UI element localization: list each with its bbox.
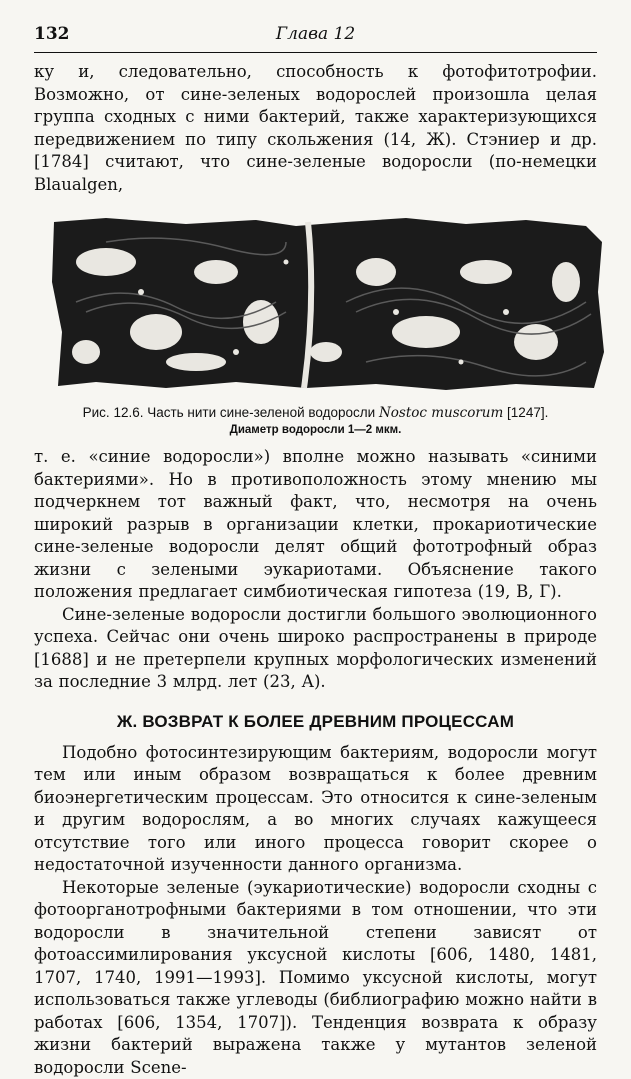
figure-caption	[34, 404, 597, 422]
caption-species: Nostoc muscorum	[379, 405, 503, 421]
caption-suffix: [1247].	[503, 405, 548, 420]
paragraph: Подобно фотосинтезирующим бактериям, водоросли могут тем или иным образом возвращаться к более древним биоэнергетическим процессам. Это относится к сине-зеленым и другим водорослям, а во многих случаях кажущееся отсутствие того или иного процесса говорит скорее о недостаточной изученности данного организма.	[34, 742, 597, 877]
book-page	[34, 24, 597, 1079]
paragraph: т. е. «синие водоросли») вполне можно называть «синими бактериями». Но в противоположность этому мнению мы подчеркнем тот важный факт, что, несмотря на очень широкий разрыв в организации клетки, прокариотические сине-зеленые водоросли делят общий фототрофный образ жизни с зелеными эукариотами. Объяснение такого положения предлагает симбиотическая гипотеза (19, В, Г).	[34, 446, 597, 604]
figure-subcaption: Диаметр водоросли 1—2 мкм.	[34, 422, 597, 438]
figure-12-6	[34, 212, 597, 438]
paragraph: Некоторые зеленые (эукариотические) водоросли сходны с фотоорганотрофными бактериями в том отношении, что эти водоросли в значительной степени зависят от фотоассимилирования уксусной кислоты [606, 1480, 1481, 1707, 1740, 1991—1993]. Помимо уксусной кислоты, могут использоваться также углеводы (библиографию можно найти в работах [606, 1354, 1707]). Тенденция возврата к образу жизни бактерий выражена также у мутантов зеленой водоросли Scene-	[34, 877, 597, 1079]
caption-prefix: Рис. 12.6. Часть нити сине-зеленой водоросли	[83, 405, 379, 420]
micrograph-image	[46, 212, 609, 394]
page-number: 132	[34, 24, 104, 44]
running-head	[34, 24, 597, 53]
paragraph: Сине-зеленые водоросли достигли большого эволюционного успеха. Сейчас они очень широко распространены в природе [1688] и не претерпели крупных морфологических изменений за последние 3 млрд. лет (23, А).	[34, 604, 597, 694]
chapter-title: Глава 12	[104, 24, 597, 44]
paragraph-continued: ку и, следовательно, способность к фотофитотрофии. Возможно, от сине-зеленых водорослей произошла целая группа сходных с ними бактерий, также характеризующихся передвижением по типу скольжения (14, Ж). Стэниер и др. [1784] считают, что сине-зеленые водоросли (по-немецки Blaualgen,	[34, 61, 597, 196]
section-heading: Ж. ВОЗВРАТ К БОЛЕЕ ДРЕВНИМ ПРОЦЕССАМ	[34, 712, 597, 732]
